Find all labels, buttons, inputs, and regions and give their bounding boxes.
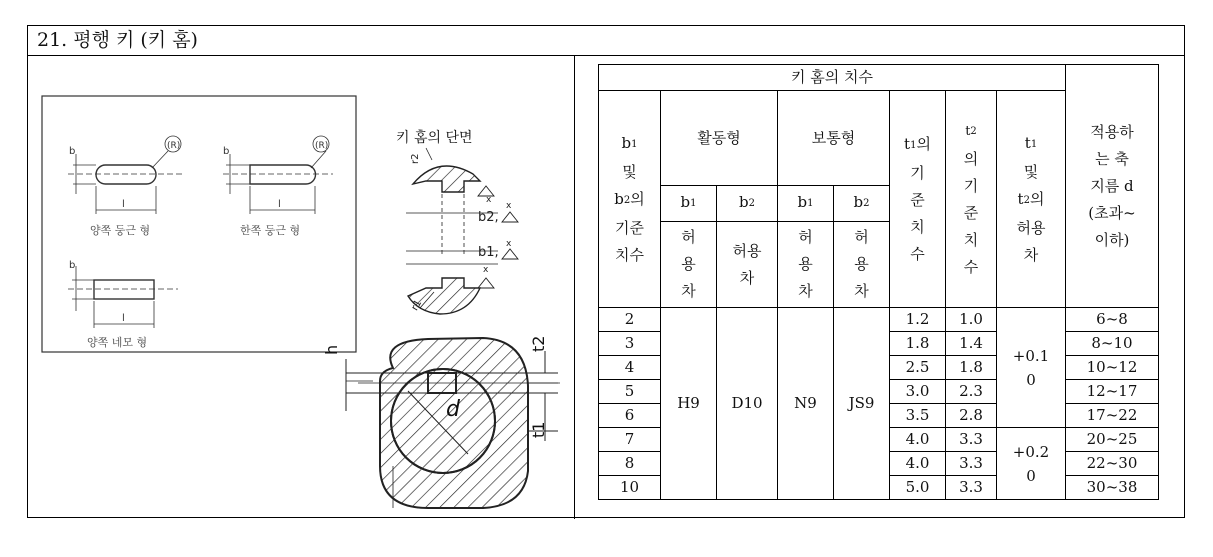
cell-base-size: 7 [599, 428, 661, 452]
cell-t2: 3.3 [946, 476, 997, 500]
col-sliding-header: 활동형 [661, 91, 778, 186]
tol-label-3: 허 용 차 [778, 222, 834, 308]
tol-label-2: 허용 차 [717, 222, 778, 308]
shaft-hub-section [346, 335, 560, 508]
groove-section-top [406, 148, 518, 288]
both-square-label: 양쪽 네모 형 [87, 336, 148, 349]
col-t1-header: $t_1$의 기 준 치 수 [890, 91, 946, 308]
sub-b2-sliding: $b_2$ [717, 186, 778, 222]
cell-sliding-b1: H9 [661, 308, 717, 500]
cell-tol-group-1: +0.1 0 [997, 308, 1066, 428]
page-title: 21. 평행 키 (키 홈) [28, 26, 1184, 56]
col-normal-header: 보통형 [778, 91, 890, 186]
cell-t1: 5.0 [890, 476, 946, 500]
cell-tol-group-2: +0.2 0 [997, 428, 1066, 500]
t2-label: t2 [529, 335, 548, 352]
cell-shaft-range: 20~25 [1066, 428, 1159, 452]
cell-t2: 1.8 [946, 356, 997, 380]
cell-shaft-range: 17~22 [1066, 404, 1159, 428]
cell-t1: 2.5 [890, 356, 946, 380]
x-label-3: x [506, 239, 512, 249]
cell-sliding-b2: D10 [717, 308, 778, 500]
sub-b1-normal: $b_1$ [778, 186, 834, 222]
sub-b2-normal: $b_2$ [834, 186, 890, 222]
cell-shaft-range: 30~38 [1066, 476, 1159, 500]
cell-t1: 1.2 [890, 308, 946, 332]
radius-label-2: (R) [315, 141, 329, 151]
cell-base-size: 4 [599, 356, 661, 380]
cell-shaft-range: 12~17 [1066, 380, 1159, 404]
table-row [599, 308, 1159, 332]
b2-label: b2, [478, 210, 499, 225]
x-label-2: x [506, 201, 512, 211]
cell-t1: 1.8 [890, 332, 946, 356]
cell-base-size: 10 [599, 476, 661, 500]
cell-t1: 4.0 [890, 452, 946, 476]
b1-label: b1, [478, 245, 499, 260]
both-round-key [68, 136, 183, 214]
table-body [599, 308, 1159, 500]
table-panel [575, 56, 1185, 519]
sub-b1-sliding: $b_1$ [661, 186, 717, 222]
d-label: d [446, 397, 460, 422]
cell-shaft-range: 8~10 [1066, 332, 1159, 356]
cell-t1: 4.0 [890, 428, 946, 452]
dim-b-label-1: b [69, 146, 76, 157]
cell-t1: 3.5 [890, 404, 946, 428]
cell-normal-b2: JS9 [834, 308, 890, 500]
cell-base-size: 8 [599, 452, 661, 476]
cell-base-size: 3 [599, 332, 661, 356]
cell-base-size: 2 [599, 308, 661, 332]
cell-t2: 3.3 [946, 452, 997, 476]
tol-label-1: 허 용 차 [661, 222, 717, 308]
dim-l-label-1: l [122, 199, 125, 210]
document-frame [27, 25, 1185, 518]
drawing-panel [28, 56, 574, 519]
h-label: h [322, 344, 341, 355]
one-round-label: 한쪽 둥근 형 [240, 224, 301, 237]
both-round-label: 양쪽 둥근 형 [90, 224, 151, 237]
dim-b-label-3: b [69, 260, 76, 271]
cell-t2: 2.3 [946, 380, 997, 404]
r2-label: r2 [410, 153, 421, 164]
r1-label: r1 [409, 298, 425, 313]
cell-shaft-range: 10~12 [1066, 356, 1159, 380]
group-header: 키 홈의 치수 [599, 65, 1066, 91]
tol-label-4: 허 용 차 [834, 222, 890, 308]
col-tol-header: $t_1$ 및 $t_2$의 허용 차 [997, 91, 1066, 308]
col-t2-header: $t_2$ 의 기 준 치 수 [946, 91, 997, 308]
cell-shaft-range: 6~8 [1066, 308, 1159, 332]
section-title: 키 홈의 단면 [396, 130, 473, 146]
x-label-4: x [483, 265, 489, 275]
keyway-dimension-table [598, 64, 1159, 500]
x-label-1: x [486, 195, 492, 205]
cell-t2: 1.0 [946, 308, 997, 332]
col-shaft-header: 적용하 는 축 지름 d (초과~ 이하) [1066, 65, 1159, 308]
cell-shaft-range: 22~30 [1066, 452, 1159, 476]
key-drawing [28, 56, 574, 519]
t1-label: t1 [529, 421, 548, 438]
dim-l-label-3: l [122, 313, 125, 324]
cell-base-size: 5 [599, 380, 661, 404]
dim-l-label-2: l [278, 199, 281, 210]
cell-t2: 2.8 [946, 404, 997, 428]
cell-base-size: 6 [599, 404, 661, 428]
cell-normal-b1: N9 [778, 308, 834, 500]
cell-t2: 1.4 [946, 332, 997, 356]
cell-t2: 3.3 [946, 428, 997, 452]
col-base-header: $b_1$ 및 $b_2$의 기준 치수 [599, 91, 661, 308]
radius-label-1: (R) [167, 141, 181, 151]
cell-t1: 3.0 [890, 380, 946, 404]
dim-b-label-2: b [223, 146, 230, 157]
